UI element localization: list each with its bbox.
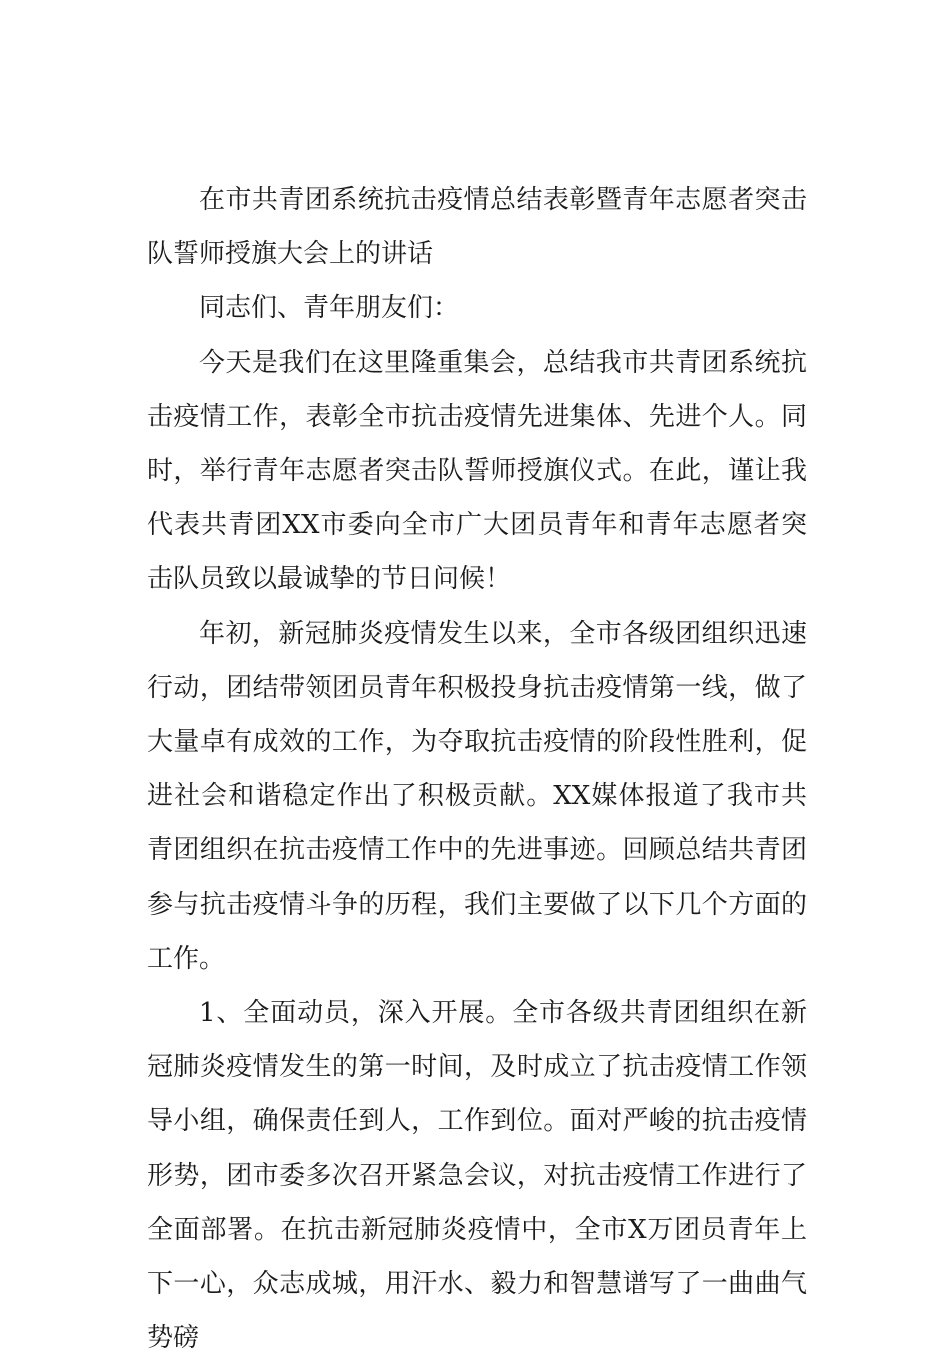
opening-paragraph: 今天是我们在这里隆重集会，总结我市共青团系统抗击疫情工作，表彰全市抗击疫情先进集体、先进个人。同时，举行青年志愿者突击队誓师授旗仪式。在此，谨让我代表共青团XX市委向全市广大团员青年和青年志愿者突击队员致以最诚挚的节日问候！ bbox=[147, 347, 807, 595]
speech-title: 在市共青团系统抗击疫情总结表彰暨青年志愿者突击队誓师授旗大会上的讲话 bbox=[147, 185, 807, 270]
document-body bbox=[147, 173, 807, 1365]
salutation-paragraph: 同志们、青年朋友们： bbox=[199, 293, 460, 324]
review-paragraph: 年初，新冠肺炎疫情发生以来，全市各级团组织迅速行动，团结带领团员青年积极投身抗击疫情第一线，做了大量卓有成效的工作，为夺取抗击疫情的阶段性胜利，促进社会和谐稳定作出了积极贡献。XX媒体报道了我市共青团组织在抗击疫情工作中的先进事迹。回顾总结共青团参与抗击疫情斗争的历程，我们主要做了以下几个方面的工作。 bbox=[147, 618, 807, 974]
section-one-paragraph: 1、全面动员，深入开展。全市各级共青团组织在新冠肺炎疫情发生的第一时间，及时成立了抗击疫情工作领导小组，确保责任到人，工作到位。面对严峻的抗击疫情形势，团市委多次召开紧急会议，对抗击疫情工作进行了全面部署。在抗击新冠肺炎疫情中，全市X万团员青年上下一心，众志成城，用汗水、毅力和智慧谱写了一曲曲气势磅 bbox=[147, 998, 807, 1354]
